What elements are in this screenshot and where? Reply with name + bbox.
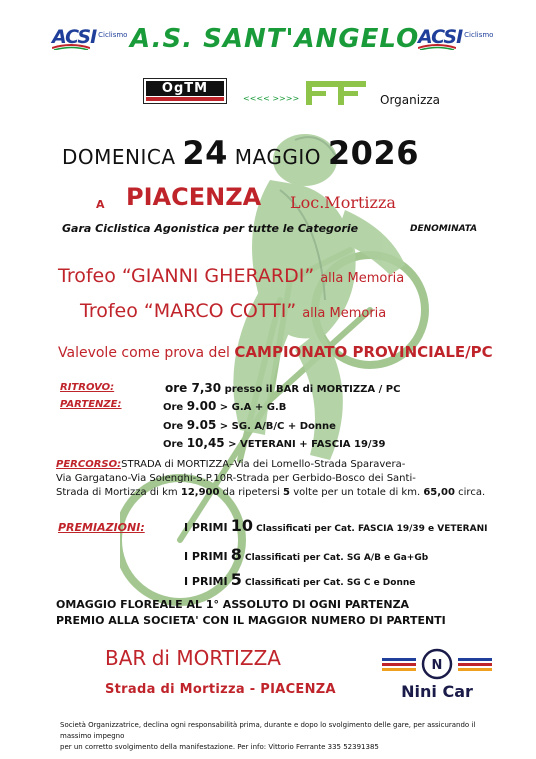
- locality-name: Loc.Mortizza: [290, 193, 396, 212]
- date-month: MAGGIO: [234, 145, 322, 169]
- premiazioni-label: PREMIAZIONI:: [58, 521, 145, 534]
- venue-bar: BAR di MORTIZZA: [105, 646, 281, 670]
- start-time-2: Ore 9.05 > SG. A/B/C + Donne: [163, 418, 336, 432]
- a-text: A: [96, 198, 105, 211]
- f-logo: [302, 78, 370, 108]
- race-description: Gara Ciclistica Agonistica per tutte le Categorie: [62, 222, 359, 235]
- trofeo-cotti: Trofeo “MARCO COTTI” alla Memoria: [80, 300, 387, 322]
- championship-line: Valevole come prova del CAMPIONATO PROVINCIALE/PC: [58, 343, 493, 361]
- ogtm-logo: OgTM: [143, 78, 227, 104]
- floral-gift-note: OMAGGIO FLOREALE AL 1° ASSOLUTO DI OGNI PARTENZA: [56, 598, 410, 611]
- prize-row-2: I PRIMI 8 Classificati per Cat. SG A/B e Ga+Gb: [184, 545, 429, 564]
- city-name: PIACENZA: [126, 183, 262, 211]
- ninicar-logo: [382, 648, 492, 704]
- ritrovo-value: ore 7,30 presso il BAR di MORTIZZA / PC: [165, 381, 401, 395]
- club-prize-note: PREMIO ALLA SOCIETA' CON IL MAGGIOR NUMERO DI PARTENTI: [56, 614, 446, 627]
- event-date: [62, 134, 419, 172]
- start-time-1: Ore 9.00 > G.A + G.B: [163, 399, 287, 413]
- prize-row-1: I PRIMI 10 Classificati per Cat. FASCIA 19/39 e VETERANI: [184, 516, 488, 535]
- organizza-text: Organizza: [380, 93, 441, 107]
- prize-row-3: I PRIMI 5 Classificati per Cat. SG C e Donne: [184, 570, 416, 589]
- date-year: 2026: [327, 134, 419, 172]
- ninicar-name: Nini Car: [401, 682, 473, 701]
- partenze-label: PARTENZE:: [60, 399, 122, 410]
- trofeo-gherardi: Trofeo “GIANNI GHERARDI” alla Memoria: [58, 265, 405, 287]
- ninicar-mark: N: [431, 658, 443, 673]
- arrows-decoration: <<<< >>>>: [243, 94, 300, 103]
- route-description: PERCORSO:STRADA di MORTIZZA–Via dei Lomello-Strada Sparavera- Via Gargatano-Via Solenghi-S.P.10R-Strada per Gerbido-Bosco dei Santi- Strada di Mortizza di km 12,900 da ripetersi 5 volte per un totale di km. 65,00 circa.: [56, 459, 486, 498]
- denominata-text: DENOMINATA: [410, 224, 478, 234]
- venue-address: Strada di Mortizza - PIACENZA: [105, 682, 336, 697]
- acsi-logo-right: ACSI $^{Ciclismo}$: [418, 26, 494, 48]
- date-prefix: DOMENICA: [62, 145, 176, 169]
- acsi-logo-left: ACSI $^{Ciclismo}$: [52, 26, 128, 48]
- date-day: 24: [182, 134, 228, 172]
- footer-disclaimer: Società Organizzatrice, declina ogni responsabilità prima, durante e dopo lo svolgimento delle gare, per assicurando il massimo impegno per un corretto svolgimento della manifestazione. Per info: Vittorio Ferrante 335 52391385: [60, 721, 476, 751]
- ritrovo-label: RITROVO:: [60, 382, 115, 393]
- page-title: A.S. SANT'ANGELO: [130, 24, 420, 54]
- start-time-3: Ore 10,45 > VETERANI + FASCIA 19/39: [163, 436, 386, 450]
